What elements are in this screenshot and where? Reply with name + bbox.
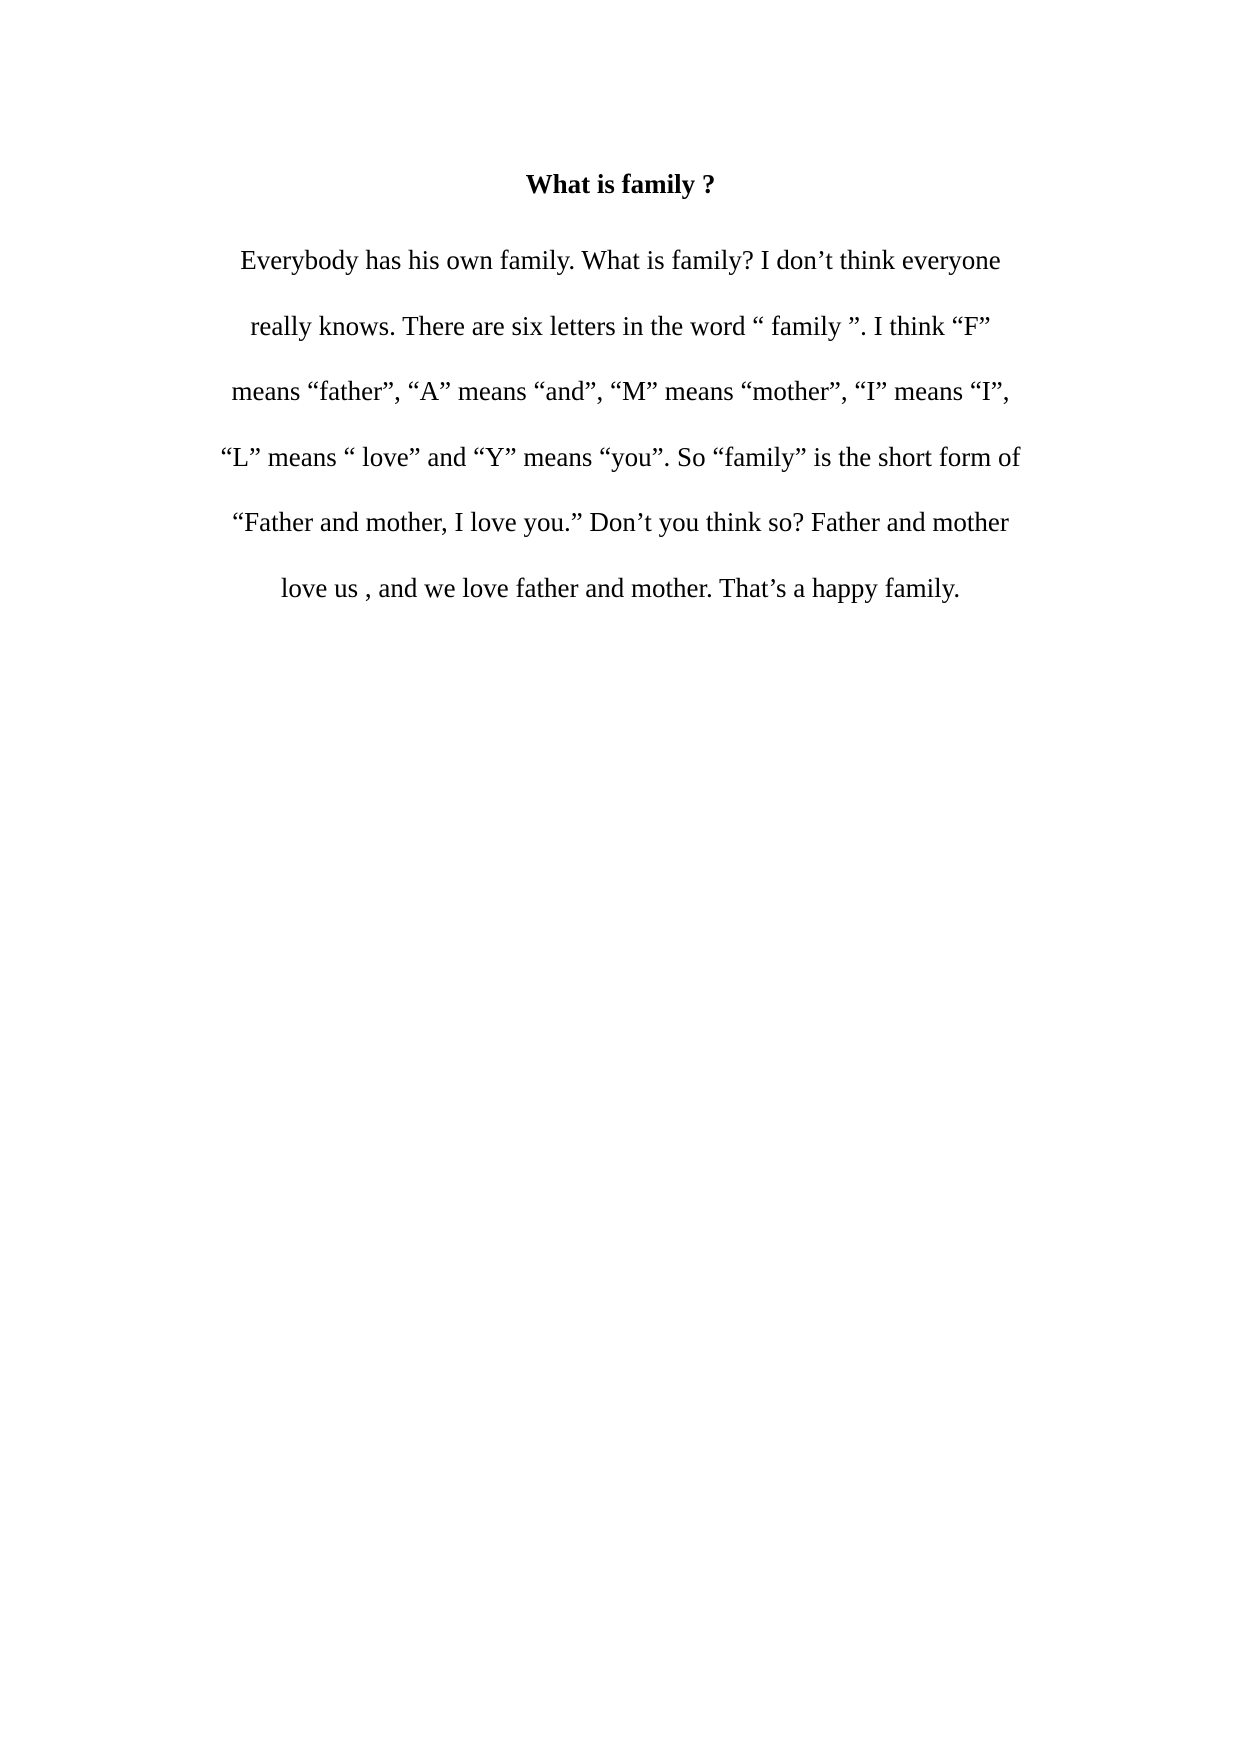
paragraph-line: “Father and mother, I love you.” Don’t you think so? Father and mother	[232, 507, 1009, 537]
document-paragraph	[0, 228, 1241, 621]
paragraph-line: really knows. There are six letters in the word “ family ”. I think “F”	[250, 310, 991, 341]
paragraph-line: “L” means “ love” and “Y” means “you”. So “family” is the short form of	[220, 441, 1021, 472]
paragraph-line: Everybody has his own family. What is family? I don’t think everyone	[240, 245, 1001, 275]
document-title: What is family ?	[525, 169, 716, 199]
paragraph-line: means “father”, “A” means “and”, “M” means “mother”, “I” means “I”,	[231, 376, 1010, 406]
paragraph-line: love us , and we love father and mother. That’s a happy family.	[280, 572, 961, 603]
